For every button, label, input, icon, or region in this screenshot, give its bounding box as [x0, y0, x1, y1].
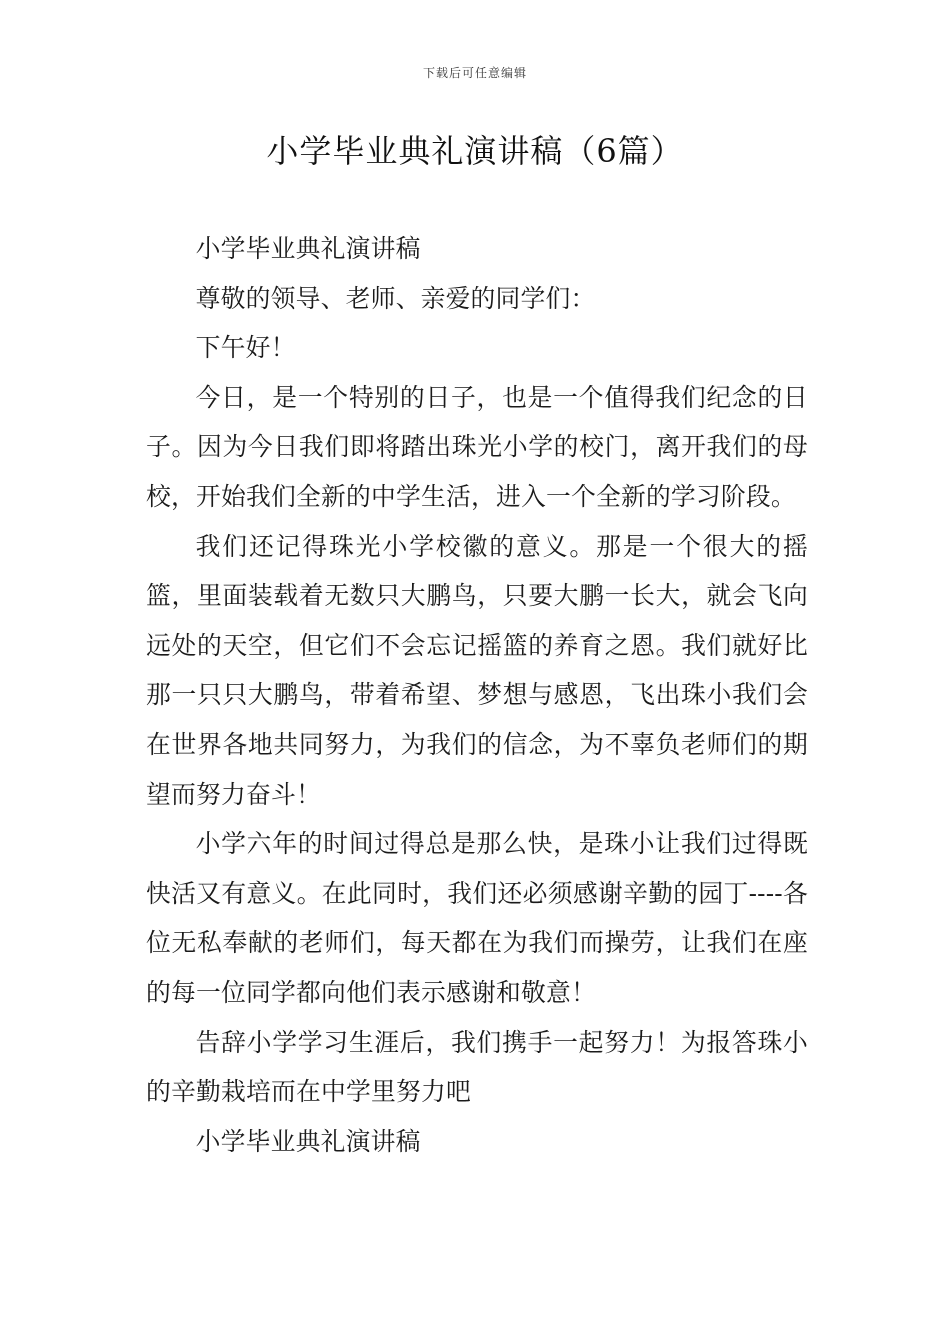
document-title: 小学毕业典礼演讲稿（6篇）	[266, 132, 684, 170]
section-heading: 小学毕业典礼演讲稿	[195, 234, 421, 263]
section-heading: 小学毕业典礼演讲稿	[195, 1126, 421, 1156]
document-body	[146, 224, 808, 1166]
salutation: 尊敬的领导、老师、亲爱的同学们：	[195, 283, 596, 313]
greeting: 下午好！	[195, 333, 296, 363]
body-paragraph: 告辞小学学习生涯后，我们携手一起努力！为报答珠小的辛勤栽培而在中学里努力吧	[146, 1027, 808, 1107]
body-paragraph: 我们还记得珠光小学校徽的意义。那是一个很大的摇篮，里面装载着无数只大鹏鸟，只要大鹏一长大，就会飞向远处的天空，但它们不会忘记摇篮的养育之恩。我们就好比那一只只大鹏鸟，带着希望、梦想与感恩，飞出珠小我们会在世界各地共同努力，为我们的信念，为不辜负老师们的期望而努力奋斗！	[146, 531, 808, 809]
body-paragraph: 小学六年的时间过得总是那么快，是珠小让我们过得既快活又有意义。在此同时，我们还必须感谢辛勤的园丁----各位无私奉献的老师们，每天都在为我们而操劳，让我们在座的每一位同学都向他们表示感谢和敬意！	[146, 829, 808, 1007]
page-header-note: 下载后可任意编辑	[422, 66, 527, 80]
body-paragraph: 今日，是一个特别的日子，也是一个值得我们纪念的日子。因为今日我们即将踏出珠光小学的校门，离开我们的母校，开始我们全新的中学生活，进入一个全新的学习阶段。	[146, 382, 808, 511]
